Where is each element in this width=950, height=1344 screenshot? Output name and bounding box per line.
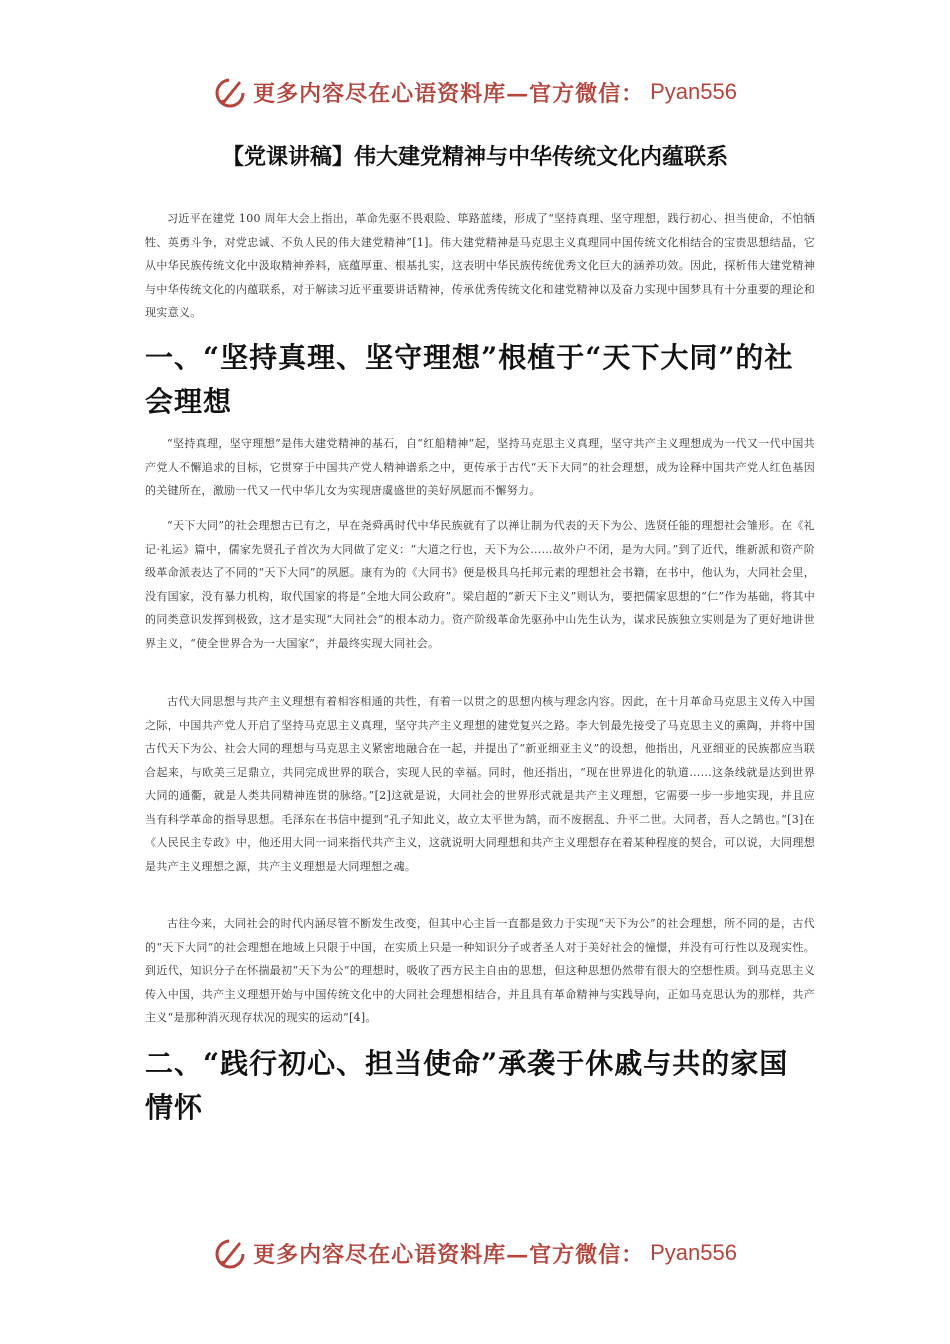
section-1	[145, 336, 815, 424]
watermark-wechat-id: Pyan556	[650, 79, 737, 104]
section-1-heading: 一、“坚持真理、坚守理想”根植于“天下大同”的社会理想	[145, 341, 794, 418]
section-1-paragraph-block-3	[145, 690, 815, 878]
section-1-paragraph: 古代大同思想与共产主义理想有着相容相通的共性，有着一以贯之的思想内核与理念内容。因此，在十月革命马克思主义传入中国之际，中国共产党人开启了坚持马克思主义真理，坚守共产主义理想的建党复兴之路。李大钊最先接受了马克思主义的熏陶，并将中国古代天下为公、社会大同的理想与马克思主义紧密地融合在一起，并提出了“新亚细亚主义”的设想，他指出，凡亚细亚的民族都应当联合起来，与欧美三足鼎立，共同完成世界的联合，实现人民的幸福。同时，他还指出，“现在世界进化的轨道……这条线就是达到世界大同的通衢，就是人类共同精神连贯的脉络。”[2]这就是说，大同社会的世界形式就是共产主义理想，它需要一步一步地实现，并且应当有科学革命的指导思想。毛泽东在书信中提到“孔子知此义，故立太平世为鹄，而不废据乱、升平二世。大同者，吾人之鹄也。”[3]在《人民民主专政》中，他还用大同一词来指代共产主义，这就说明大同理想和共产主义理想存在着某种程度的契合，可以说，大同理想是共产主义理想之源，共产主义理想是大同理想之魂。	[145, 695, 815, 873]
watermark-text: 更多内容尽在心语资料库—官方微信：	[253, 80, 645, 107]
section-2-heading: 二、“践行初心、担当使命”承袭于休戚与共的家国情怀	[145, 1047, 789, 1124]
section-1-paragraph: 古往今来，大同社会的时代内涵尽管不断发生改变，但其中心主旨一直都是致力于实现“天下为公”的社会理想，所不同的是，古代的“天下大同”的社会理想在地域上只限于中国，在实质上只是一种知识分子或者圣人对于美好社会的憧憬，并没有可行性以及现实性。到近代，知识分子在怀揣最初“天下为公”的理想时，吸收了西方民主自由的思想，但这种思想仍然带有很大的空想性质。到马克思主义传入中国，共产主义理想开始与中国传统文化中的大同社会理想相结合，并且具有革命精神与实践导向，正如马克思认为的那样，共产主义“是那种消灭现存状况的现实的运动”[4]。	[145, 917, 815, 1024]
section-2	[145, 1042, 815, 1130]
section-1-paragraph-block-4	[145, 912, 815, 1030]
section-1-paragraph-block-2	[145, 514, 815, 655]
intro-block	[145, 207, 815, 325]
watermark-text: 更多内容尽在心语资料库—官方微信：	[253, 1241, 645, 1268]
brush-logo-icon	[213, 1236, 247, 1270]
document-title: 【党课讲稿】伟大建党精神与中华传统文化内蕴联系	[221, 145, 728, 170]
section-1-paragraph: “坚持真理，坚守理想”是伟大建党精神的基石，自“红船精神”起，坚持马克思主义真理，坚守共产主义理想成为一代又一代中国共产党人不懈追求的目标，它贯穿于中国共产党人精神谱系之中，更传承于古代“天下大同”的社会理想，成为诠释中国共产党人红色基因的关键所在，激励一代又一代中华儿女为实现唐虞盛世的美好夙愿而不懈努力。	[145, 437, 815, 497]
top-watermark-banner	[0, 72, 950, 112]
brush-logo-icon	[213, 75, 247, 109]
bottom-watermark-banner	[0, 1233, 950, 1273]
section-1-paragraph: “天下大同”的社会理想古已有之，早在尧舜禹时代中华民族就有了以禅让制为代表的天下为公、选贤任能的理想社会雏形。在《礼记·礼运》篇中，儒家先贤孔子首次为大同做了定义：“大道之行也，天下为公……故外户不闭，是为大同。”到了近代，维新派和资产阶级革命派表达了不同的“天下大同”的夙愿。康有为的《大同书》便是极具乌托邦元素的理想社会书籍，在书中，他认为，大同社会里，没有国家，没有暴力机构，取代国家的将是“全地大同公政府”。梁启超的“新天下主义”则认为，要把儒家思想的“仁”作为基础，将其中的同类意识发挥到极致，这才是实现“大同社会”的根本动力。资产阶级革命先驱孙中山先生认为，谋求民族独立实则是为了更好地讲世界主义，“使全世界合为一大国家”，并最终实现大同社会。	[145, 519, 815, 650]
section-1-paragraph-block-1	[145, 432, 815, 503]
intro-paragraph: 习近平在建党 100 周年大会上指出，革命先驱不畏艰险、筚路蓝缕，形成了“坚持真理、坚守理想，践行初心、担当使命，不怕牺牲、英勇斗争，对党忠诚、不负人民的伟大建党精神”[1]。伟大建党精神是马克思主义真理同中国传统文化相结合的宝贵思想结晶，它从中华民族传统文化中汲取精神养料，底蕴厚重、根基扎实，这表明中华民族传统优秀文化巨大的涵养功效。因此，探析伟大建党精神与中华传统文化的内蕴联系，对于解读习近平重要讲话精神，传承优秀传统文化和建党精神以及奋力实现中国梦具有十分重要的理论和现实意义。	[145, 212, 815, 319]
watermark-wechat-id: Pyan556	[650, 1240, 737, 1265]
